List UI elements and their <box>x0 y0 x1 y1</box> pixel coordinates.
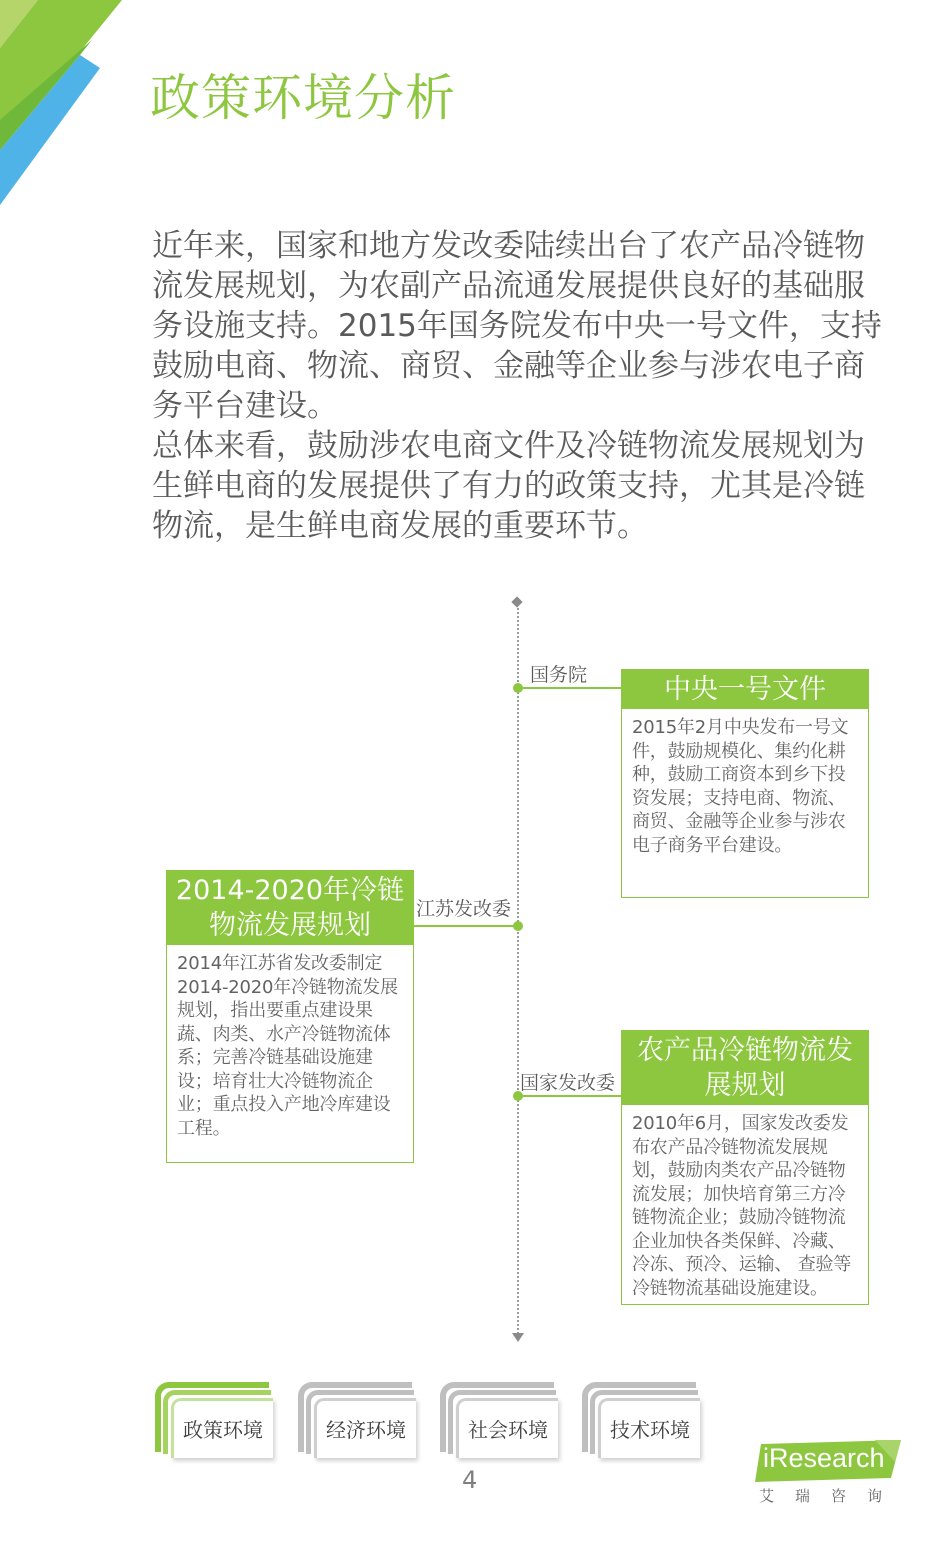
tab-economic-environment[interactable] <box>298 1382 416 1458</box>
logo-wordmark: iResearch <box>763 1443 885 1473</box>
policy-card-title: 农产品冷链物流发展规划 <box>622 1031 868 1105</box>
timeline-arrow-icon <box>512 1333 524 1342</box>
page-number: 4 <box>462 1466 478 1494</box>
timeline-connector <box>414 925 518 927</box>
intro-text <box>152 226 892 546</box>
policy-card-jiangsu-plan <box>166 870 414 1163</box>
timeline-connector <box>518 687 622 689</box>
policy-card-body: 2014年江苏省发改委制定2014-2020年冷链物流发展规划，指出要重点建设果蔬、肉类、水产冷链物流体系；完善冷链基础设施建设；培育壮大冷链物流企业；重点投入产地冷库建设工程。 <box>177 953 398 1139</box>
intro-paragraph: 总体来看，鼓励涉农电商文件及冷链物流发展规划为生鲜电商的发展提供了有力的政策支持，尤其是冷链物流，是生鲜电商发展的重要环节。 <box>152 428 865 544</box>
tab-technology-environment[interactable] <box>582 1382 700 1458</box>
tab-label: 技术环境 <box>610 1418 690 1442</box>
tab-social-environment[interactable] <box>440 1382 558 1458</box>
tab-label: 政策环境 <box>183 1418 263 1442</box>
policy-card-central-document <box>621 669 869 898</box>
policy-card-body: 2010年6月，国家发改委发布农产品冷链物流发展规划，鼓励肉类农产品冷链物流发展；加快培育第三方冷链物流企业；鼓励冷链物流企业加快各类保鲜、冷藏、冷冻、预冷、运输、 查验等冷链物流基础设施建设。 <box>632 1113 852 1299</box>
timeline-start-marker <box>511 596 522 607</box>
logo-chinese-name: 艾瑞咨询 <box>759 1487 904 1505</box>
timeline-connector <box>518 1095 622 1097</box>
timeline-axis <box>517 603 519 1338</box>
policy-card-title: 2014-2020年冷链物流发展规划 <box>167 871 413 945</box>
page-title: 政策环境分析 <box>150 69 456 127</box>
policy-card-title: 中央一号文件 <box>622 670 868 709</box>
policy-card-national-plan <box>621 1030 869 1305</box>
issuer-label: 国务院 <box>530 664 588 686</box>
issuer-label: 江苏发改委 <box>416 898 512 920</box>
tab-label: 社会环境 <box>468 1418 548 1442</box>
policy-card-body: 2015年2月中央发布一号文件，鼓励规模化、集约化耕种，鼓励工商资本到乡下投资发展；支持电商、物流、商贸、金融等企业参与涉农电子商务平台建设。 <box>632 717 849 856</box>
tab-label: 经济环境 <box>326 1418 406 1442</box>
corner-decoration <box>0 0 130 215</box>
intro-paragraph: 近年来，国家和地方发改委陆续出台了农产品冷链物流发展规划，为农副产品流通发展提供良好的基础服务设施支持。2015年国务院发布中央一号文件，支持鼓励电商、物流、商贸、金融等企业参与涉农电子商务平台建设。 <box>152 228 882 424</box>
iresearch-logo <box>755 1440 905 1510</box>
tab-policy-environment[interactable] <box>155 1382 273 1458</box>
issuer-label: 国家发改委 <box>520 1072 616 1094</box>
